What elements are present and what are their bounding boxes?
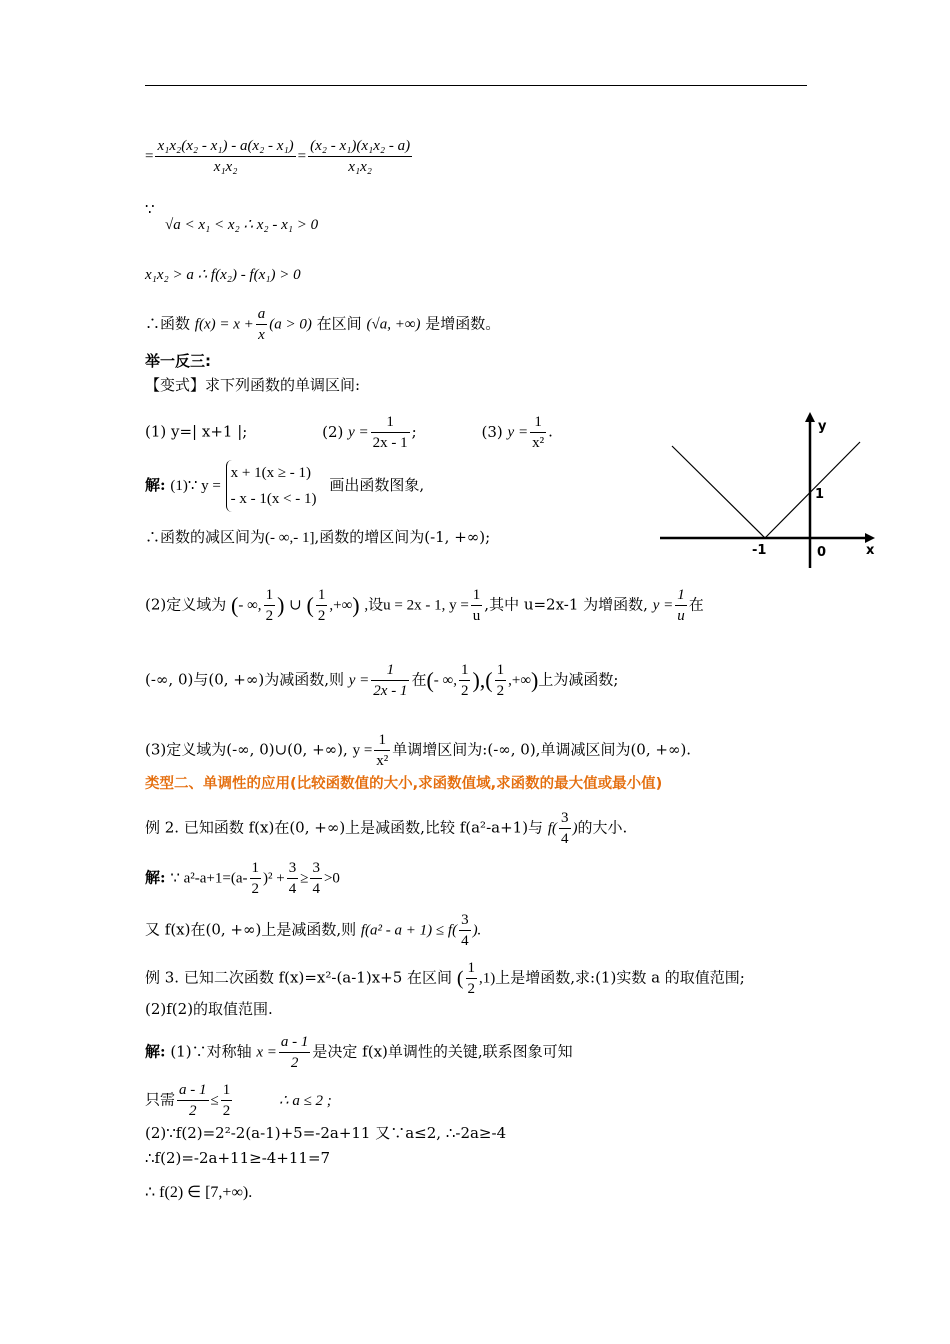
- fraction: $\frac{1}{u}$: [677, 587, 685, 624]
- example-3-solution: 解: (1)∵对称轴 x = $\frac{a - 1}{2}$ 是决定 f(x)单调性的关键,联系图象可知: [145, 1034, 573, 1071]
- solution-3: (3)定义域为(-∞, 0)∪(0, +∞), y = $\frac{1}{\text{x²}}$ 单调增区间为:(-∞, 0),单调减区间为(0, +∞).: [145, 732, 692, 769]
- fraction: $\frac{1}{2}$: [251, 860, 259, 897]
- header-rule: [145, 85, 807, 86]
- fraction: $\frac{1}{2x - 1}$: [372, 414, 408, 451]
- type2-heading: 类型二、单调性的应用(比较函数值的大小,求函数值域,求函数的最大值或最小值): [145, 776, 663, 792]
- tick-neg1: -1: [752, 543, 767, 558]
- x-label: x: [866, 543, 875, 558]
- variant-title: 【变式】求下列函数的单调区间:: [145, 376, 361, 394]
- right-branch: [765, 442, 860, 538]
- example-2: 例 2. 已知函数 f(x)在(0, +∞)上是减函数,比较 f(a²-a+1)与 f( $\frac{3}{4}$ )的大小.: [145, 810, 628, 847]
- example-2-solution: 解: ∵ a²-a+1=(a- $\frac{1}{2}$ )² + $\frac{3}{4}$ ≥ $\frac{3}{4}$ >0: [145, 860, 340, 897]
- left-branch: [672, 446, 765, 538]
- proof-line-3: x₁x₂ > a ∴ f(x₂) - f(x₁) > 0: [145, 267, 301, 283]
- solution-1: 解: (1)∵ y = x + 1(x ≥ - 1) - x - 1(x < - 1) 画出函数图象,: [145, 460, 424, 516]
- x-arrow-icon: [865, 533, 875, 543]
- solution-2-line-2: (-∞, 0)与(0, +∞)为减函数,则 y = $\frac{1}{2x - 1}$ 在(- ∞, $\frac{1}{2}$ ),( $\frac{1}{2}$ ,+∞)上为减函数;: [145, 662, 619, 699]
- fraction: $\frac{3}{4}$: [312, 860, 320, 897]
- fraction: $\frac{3}{4}$: [461, 912, 469, 949]
- practice-questions: (1) y=| x+1 |; (2) y = $\frac{1}{2x - 1}$ ; (3) y = $\frac{1}{\text{x²}}$ .: [145, 414, 553, 451]
- fraction: $\frac{1}{2}$: [317, 587, 326, 624]
- fraction: $\frac{a}{x}$: [257, 306, 266, 343]
- fraction: $\frac{1}{2}$: [222, 1082, 231, 1119]
- solution-2-line-1: (2)定义域为 (- ∞, $\frac{1}{2}$ ) ∪ ( $\frac{1}{2}$ ,+∞) ,设u = 2x - 1, y = $\frac{1}{u}$ ,其中 u=2x-1 为增函数, y = $\frac{1}{u}$ 在: [145, 587, 704, 624]
- fraction: $\frac{1}{2}$: [460, 662, 469, 699]
- example-2-conclusion: 又 f(x)在(0, +∞)上是减函数,则 f(a² - a + 1) ≤ f( $\frac{3}{4}$ ).: [145, 912, 482, 949]
- practice-heading: 举一反三:: [145, 352, 211, 370]
- example-3-line-2: (2)f(2)的取值范围.: [145, 1000, 273, 1018]
- piecewise-brace: x + 1(x ≥ - 1) - x - 1(x < - 1): [226, 460, 317, 512]
- fraction: $\frac{1}{\text{x²}}$: [376, 732, 389, 769]
- proof-conclusion: ∴函数 f(x) = x + $\frac{a}{x}$ (a > 0) 在区间 (√a, +∞) 是增函数。: [145, 306, 501, 343]
- origin-label: 0: [817, 545, 827, 560]
- fraction: $\frac{1}{\text{x²}}$: [532, 414, 545, 451]
- absolute-value-graph: [660, 408, 880, 568]
- example-3: 例 3. 已知二次函数 f(x)=x²-(a-1)x+5 在区间 ( $\frac{1}{2}$ ,1)上是增函数,求:(1)实数 a 的取值范围;: [145, 960, 745, 997]
- example-3-need: 只需 $\frac{a - 1}{2}$ ≤ $\frac{1}{2}$ ∴ a ≤ 2 ;: [145, 1082, 332, 1119]
- fraction: $\frac{1}{u}$: [472, 587, 481, 624]
- because-symbol: ∵: [145, 200, 155, 218]
- example-3-l4: ∴ f(2) ∈ [7,+∞).: [145, 1184, 253, 1201]
- fraction: $\frac{\text{(x₂ - x₁)(x₁x₂ - a)}}{\text{x₁x₂}}$: [310, 138, 411, 175]
- proof-line-2: √a < x₁ < x₂ ∴ x₂ - x₁ > 0: [165, 217, 319, 233]
- fraction: $\frac{1}{2}$: [496, 662, 505, 699]
- proof-line-1: = $\frac{\text{x₁x₂(x₂ - x₁) - a(x₂ - x₁)}}{\text{x₁x₂}}$ = $\frac{\text{(x₂ - x₁)(x₁x₂ - a)}}{\text{x₁x₂}}$: [145, 138, 411, 175]
- fraction: $\frac{1}{2}$: [265, 587, 274, 624]
- fraction: $\frac{\text{x₁x₂(x₂ - x₁) - a(x₂ - x₁)}}{\text{x₁x₂}}$: [157, 138, 294, 175]
- tick-1: 1: [815, 487, 825, 502]
- fraction: $\frac{3}{4}$: [288, 860, 297, 897]
- fraction: $\frac{a - 1}{2}$: [179, 1082, 207, 1119]
- fraction: $\frac{3}{4}$: [561, 810, 569, 847]
- fraction: $\frac{1}{2}$: [467, 960, 475, 997]
- example-3-l3: ∴f(2)=-2a+11≥-4+11=7: [145, 1149, 331, 1167]
- example-3-l2: (2)∵f(2)=2²-2(a-1)+5=-2a+11 又∵a≤2, ∴-2a≥-4: [145, 1124, 507, 1142]
- y-arrow-icon: [805, 412, 815, 422]
- y-label: y: [818, 419, 827, 434]
- fraction: $\frac{1}{2x - 1}$: [373, 662, 408, 699]
- solution-1-intervals: ∴函数的减区间为(- ∞,- 1],函数的增区间为(-1, +∞);: [145, 528, 491, 546]
- fraction: $\frac{a - 1}{2}$: [280, 1034, 309, 1071]
